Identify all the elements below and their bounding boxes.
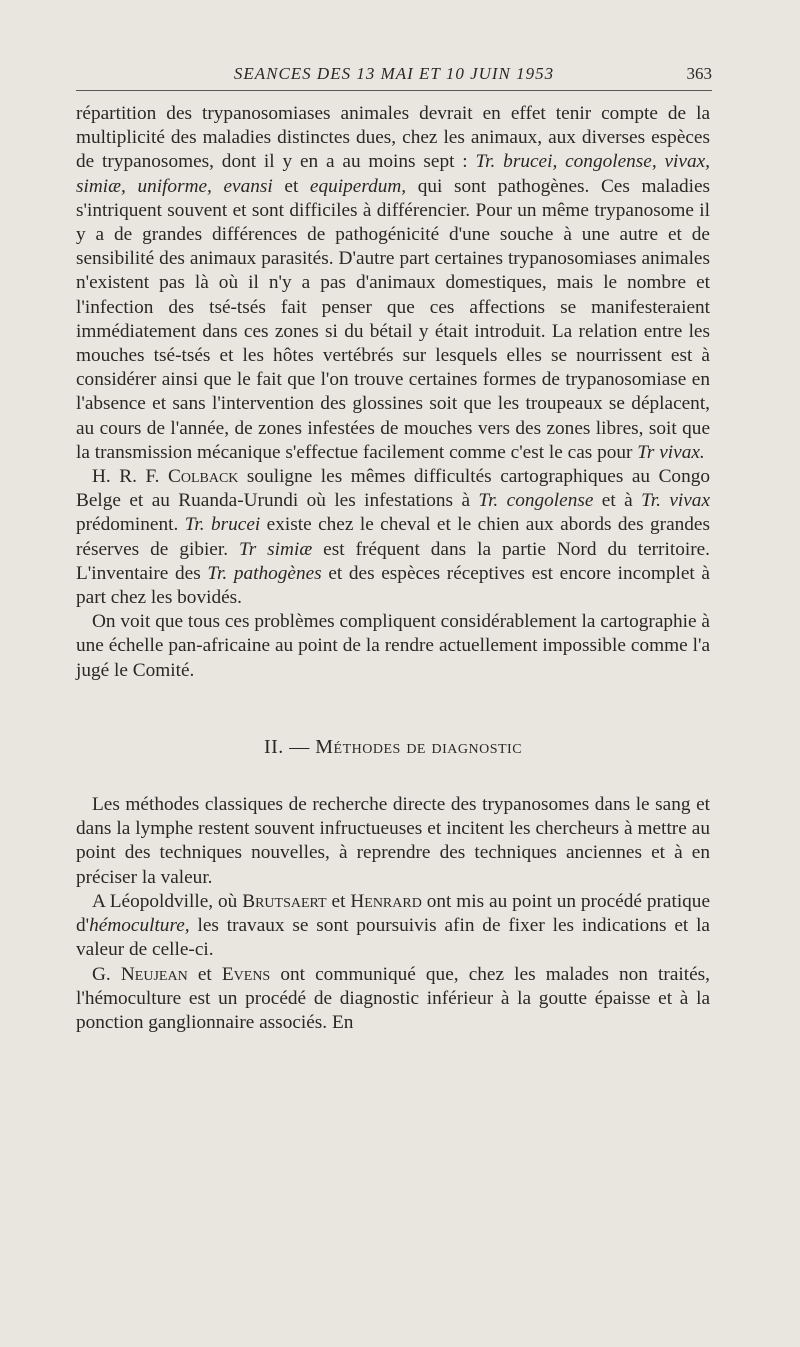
text-run: G. [92,963,121,985]
section-title: Méthodes de diagnostic [315,735,523,758]
text-run: A Léopoldville, où [92,890,243,912]
text-run: prédominent. [76,514,185,536]
paragraph-colback [76,465,710,610]
text-run: souligne les mêmes difficultés cartographiques au Congo Belge et au Ruanda-Urundi où les infestations à [76,466,710,512]
running-header [76,60,712,91]
text-run: et à [593,490,642,512]
species-italic: Tr vivax. [637,441,705,463]
text-run: et des espèces réceptives est encore incomplet à part chez les bovidés. [76,562,710,609]
body-text [76,102,710,1035]
author-name: Evens [221,963,271,985]
paragraph-methodes-classiques: Les méthodes classiques de recherche directe des trypanosomes dans le sang et dans la lymphe restent souvent infructueuses et incitent les chercheurs à mettre au point des techniques nouvelles, à reprendre des techniques anciennes et à en préciser la valeur. [76,794,710,888]
species-italic: Tr. brucei [184,514,261,536]
paragraph-neujean-evens [76,963,710,1036]
running-title: SEANCES DES 13 MAI ET 10 JUIN 1953 [233,64,555,83]
text-run: existe chez le cheval et le chien aux abords des grandes réserves de gibier. [76,514,710,560]
species-italic: equiperdum, [309,175,407,197]
text-run: et [272,175,310,197]
paragraph-trypanosomiases-animales [76,102,710,465]
author-initials: H. R. F. [92,466,168,488]
species-italic: Tr. pathogènes [207,562,322,584]
text-run: ont mis au point un procédé pratique d' [76,890,711,937]
term-italic: hémoculture, [89,915,190,937]
text-run: est fréquent dans la partie Nord du territoire. L'inventaire des [76,538,710,584]
text-run: ont communiqué que, chez les malades non traités, l'hémoculture est un procédé de diagnostic inférieur à la goutte épaisse et à la ponction ganglionnaire associés. En [76,963,710,1033]
author-name: Neujean [120,963,188,985]
author-name: Henrard [350,890,422,912]
section-heading [76,735,710,759]
paragraph-leopoldville [76,890,710,963]
species-italic: Tr simiæ [239,538,313,560]
author-name: Colback [167,466,239,488]
species-list-italic: Tr. brucei, congolense, vivax, simiæ, uniforme, evansi [76,151,710,197]
text-run: et [187,963,222,985]
text-run: et [326,890,351,912]
species-italic: Tr. congolense [478,490,594,512]
section-number: II. — [263,735,316,758]
paragraph-conclusion: On voit que tous ces problèmes compliquent considérablement la cartographie à une échelle pan-africaine au point de la rendre actuellement impossible comme l'a jugé le Comité. [76,611,710,681]
author-name: Brutsaert [242,890,327,912]
page-number: 363 [686,64,712,83]
species-italic: Tr. vivax [641,490,710,512]
text-run: répartition des trypanosomiases animales devrait en effet tenir compte de la multiplicité des maladies distinctes dues, chez les animaux, aux diverses espèces de trypanosomes, dont il y en a au moins sept : [76,103,710,173]
text-run: qui sont pathogènes. Ces maladies s'intriquent souvent et sont difficiles à différencier. Pour un même trypanosome il y a de grandes différences de pathogénicité d'une souche à une autre et de sensibilité des animaux parasités. D'autre part certaines trypanosomiases animales n'existent pas là où il n'y a pas d'animaux domestiques, mais le nombre et l'infection des tsé-tsés fait penser que ces affections se manifesteraient immédiatement dans ces zones si du bétail y était introduit. La relation entre les mouches tsé-tsés et les hôtes vertébrés sur lesquels elles se nourrissent est à considérer ainsi que le fait que l'on trouve certaines formes de trypanosomiase en l'absence et sans l'intervention des glossines soit que les troupeaux se déplacent, au cours de l'année, de zones infestées de mouches vers des zones libres, soit que la transmission mécanique s'effectue facilement comme c'est le cas pour [76,175,711,463]
text-run: les travaux se sont poursuivis afin de fixer les indications et la valeur de celle-ci. [76,915,710,961]
